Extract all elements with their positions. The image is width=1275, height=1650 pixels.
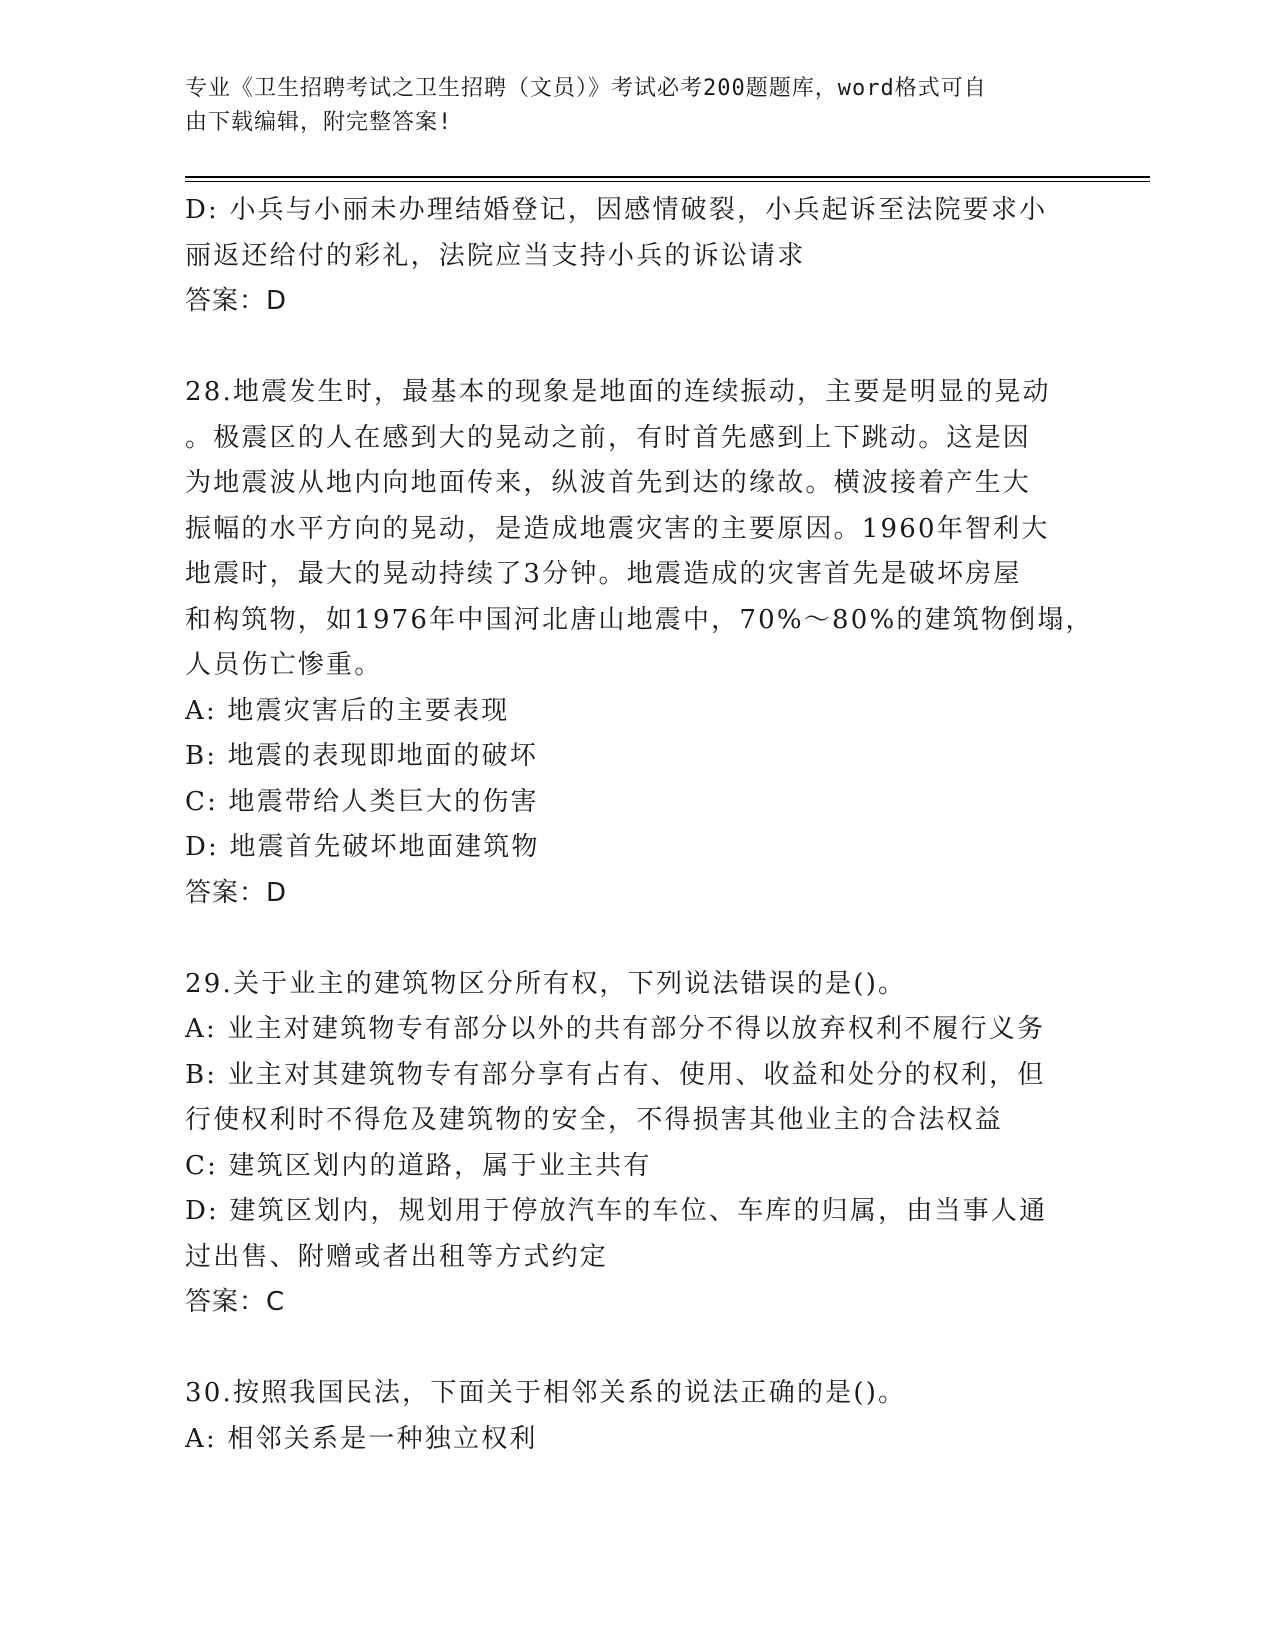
q29-answer: 答案：C (185, 1287, 286, 1317)
q28-option-a: A: 地震灾害后的主要表现 (185, 695, 510, 726)
question-30 (185, 1371, 1065, 1462)
q28-stem-line-5: 地震时，最大的晃动持续了3分钟。地震造成的灾害首先是破坏房屋 (185, 559, 1022, 589)
document-body (185, 188, 1094, 1462)
q27-option-d-line-1: D: 小兵与小丽未办理结婚登记，因感情破裂，小兵起诉至法院要求小 (185, 195, 1048, 225)
q28-stem-line-3: 为地震波从地内向地面传来，纵波首先到达的缘故。横波接着产生大 (185, 468, 1032, 498)
q29-option-b-line-2: 行使权利时不得危及建筑物的安全，不得损害其他业主的合法权益 (185, 1105, 1003, 1135)
q28-option-c: C: 地震带给人类巨大的伤害 (185, 786, 539, 817)
q30-stem: 30.按照我国民法，下面关于相邻关系的说法正确的是()。 (185, 1378, 907, 1408)
q29-option-d-line-1: D: 建筑区划内，规划用于停放汽车的车位、车库的归属，由当事人通 (185, 1196, 1048, 1226)
q28-option-d: D: 地震首先破坏地面建筑物 (185, 832, 540, 862)
q28-answer: 答案：D (185, 877, 288, 908)
spacer (185, 1326, 1065, 1372)
question-29 (185, 962, 1065, 1326)
q29-option-c: C: 建筑区划内的道路，属于业主共有 (185, 1150, 652, 1181)
q28-option-b: B: 地震的表现即地面的破坏 (185, 741, 538, 771)
q27-answer: 答案：D (185, 286, 288, 316)
q29-stem: 29.关于业主的建筑物区分所有权，下列说法错误的是()。 (185, 968, 907, 999)
q28-stem-line-1: 28.地震发生时，最基本的现象是地面的连续振动，主要是明显的晃动 (185, 377, 1051, 407)
question-27-tail (185, 188, 1065, 325)
header-divider-thin (185, 181, 1150, 182)
q29-option-b-line-1: B: 业主对其建筑物专有部分享有占有、使用、收益和处分的权利，但 (185, 1059, 1046, 1090)
q30-option-a: A: 相邻关系是一种独立权利 (185, 1423, 538, 1454)
q27-option-d-line-2: 丽返还给付的彩礼，法院应当支持小兵的诉讼请求 (185, 240, 806, 271)
question-28 (185, 370, 1094, 916)
q29-option-d-line-2: 过出售、附赠或者出租等方式约定 (185, 1241, 609, 1272)
header-title-line-1: 专业《卫生招聘考试之卫生招聘（文员）》考试必考200题题库，word格式可自 (185, 76, 987, 101)
q28-stem-line-4: 振幅的水平方向的晃动，是造成地震灾害的主要原因。1960年智利大 (185, 513, 1050, 544)
q28-stem-line-6: 和构筑物，如1976年中国河北唐山地震中，70%～80%的建筑物倒塌， (185, 604, 1094, 635)
header-divider-thick (185, 176, 1150, 178)
document-header (185, 72, 1065, 140)
spacer (185, 916, 1065, 962)
spacer (185, 325, 1065, 371)
q28-stem-line-2: 。极震区的人在感到大的晃动之前，有时首先感到上下跳动。这是因 (185, 422, 1032, 453)
header-title-line-2: 由下载编辑，附完整答案! (185, 110, 453, 135)
q29-option-a: A: 业主对建筑物专有部分以外的共有部分不得以放弃权利不履行义务 (185, 1014, 1046, 1044)
q28-stem-line-7: 人员伤亡惨重。 (185, 650, 383, 680)
